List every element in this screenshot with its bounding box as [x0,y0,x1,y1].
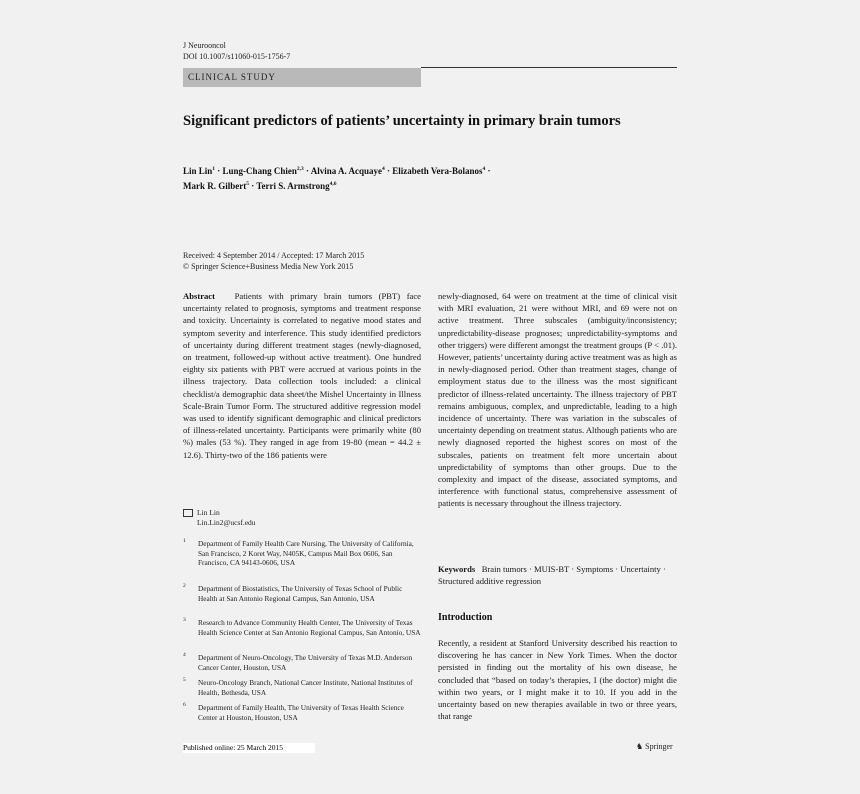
doi: DOI 10.1007/s11060-015-1756-7 [183,52,291,61]
author[interactable]: Lung-Chang Chien$^{2,3}$ [222,166,304,176]
author[interactable]: Mark R. Gilbert$^5$ [183,181,249,191]
article-title: Significant predictors of patients’ uncertainty in primary brain tumors [183,113,621,129]
contact-name: Lin Lin [197,508,220,517]
envelope-icon [183,509,193,517]
abstract-left-column [183,290,421,461]
header-rule [421,67,677,68]
author[interactable]: Terri S. Armstrong$^{4,6}$ [256,181,337,191]
affiliation: 6 Department of Family Health, The University of Texas Health Science Center at Houston, Houston, USA [183,702,404,722]
introduction-text: Recently, a resident at Stanford University described his reaction to discovering he has cancer in New York Times. When the doctor persisted in finding out the mortality of his own disease, he concluded that “based on today’s therapies, I (the doctor) might die within two years, or I might make it to 10. If you add in the uncertainty based on new therapies available in two or three years, that range [438,638,677,722]
abstract-text-right: newly-diagnosed, 64 were on treatment at the time of clinical visit with MRI evaluation, 21 were without MRI, and 69 were not on active treatment. Three subscales (ambiguity/inconsistency; unpredictability-disease prognoses; unpredictability-symptoms and other triggers) were different amongst the treatment groups (P < .01). However, patients’ uncertainty during active treatment was as high as in newly-diagnosed period. Other than treatment stages, change of employment status due to the illness was the most significant predictor of illness-related uncertainty. The illness trajectory of PBT remains ambiguous, complex, and unpredictable, leading to a high incidence of uncertainty. There was variation in the subscales of uncertainty depending on treatment status. Although patients who are newly diagnosed reported the highest scores on most of the subscales, patients on treatment felt more uncertain about unpredictability of symptoms than other groups. Due to the complexity and impact of the disease, associated symptoms, and interference with functional status, comprehensive assessment of patients is necessary throughout the illness trajectory. [438,291,677,509]
author-list: Lin Lin$^1$ · Lung-Chang Chien$^{2,3}$ · Alvina A. Acquaye$^4$ · Elizabeth Vera-Bolanos$^4$ · Mark R. Gilbert$^5$ · Terri S. Armstrong$^{4,6}$ [183,166,491,191]
dates-block [183,250,364,272]
section-label: CLINICAL STUDY [188,72,276,82]
affiliation: 5 Neuro-Oncology Branch, National Cancer Institute, National Institutes of Health, Bethesda, USA [183,677,413,697]
keywords-label: Keywords [438,564,476,574]
copyright: © Springer Science+Business Media New York 2015 [183,262,354,271]
keywords-text: Brain tumors · MUIS-BT · Symptoms · Uncertainty · Structured additive regression [438,564,666,587]
section-band [183,68,421,87]
abstract-text-left: Patients with primary brain tumors (PBT) face uncertainty related to prognosis, symptoms and treatment response and toxicity. Uncertainty is correlated to negative mood states and symptom severity and interference. This study identified predictors of uncertainty during different treatment stages (newly-diagnosed, on treatment, followed-up without active treatment). One hundred eighty six patients with PBT were accrued at various points in the illness trajectory. Data collection tools included: a clinical checklist/a demographic data sheet/the Mishel Uncertainty in Illness Scale-Brain Tumor Form. The structured additive regression model was used to identify significant demographic and clinical predictors of illness-related uncertainty. Participants were primarily white (80 %) males (53 %). They ranged in age from 19-80 (mean = 44.2 ± 12.6). Thirty-two of the 186 patients were [183,291,421,460]
corresponding-author [183,508,256,528]
journal-name: J Neurooncol [183,41,226,50]
received-date: Received: 4 September 2014 / Accepted: 17 March 2015 [183,251,365,260]
author[interactable]: Alvina A. Acquaye$^4$ [310,166,385,176]
abstract-right-column [438,290,677,510]
author[interactable]: Elizabeth Vera-Bolanos$^4$ [392,166,486,176]
contact-email[interactable]: Lin.Lin2@ucsf.edu [197,518,256,527]
publisher-name: Springer [645,742,673,751]
publisher-mark [636,742,673,751]
affiliation: 1 Department of Family Health Care Nursing, The University of California, San Francisco, 2 Koret Way, N405K, Campus Mail Box 0606, San Francisco, CA 94143-0606, USA [183,538,414,567]
introduction-heading: Introduction [438,612,493,623]
affiliation: 2 Department of Biostatistics, The University of Texas School of Public Health at San Antonio Regional Campus, San Antonio, USA [183,583,403,603]
published-online: Published online: 25 March 2015 [183,743,315,753]
author[interactable]: Lin Lin$^1$ [183,166,216,176]
springer-horse-icon: ♞ [636,742,644,751]
keywords-block [438,563,678,587]
affiliation: 3 Research to Advance Community Health Center, The University of Texas Health Science Center at San Antonio Regional Campus, San Antonio, USA [183,617,421,637]
affiliation: 4 Department of Neuro-Oncology, The University of Texas M.D. Anderson Cancer Center, Houston, USA [183,652,413,672]
abstract-label: Abstract [183,291,215,301]
